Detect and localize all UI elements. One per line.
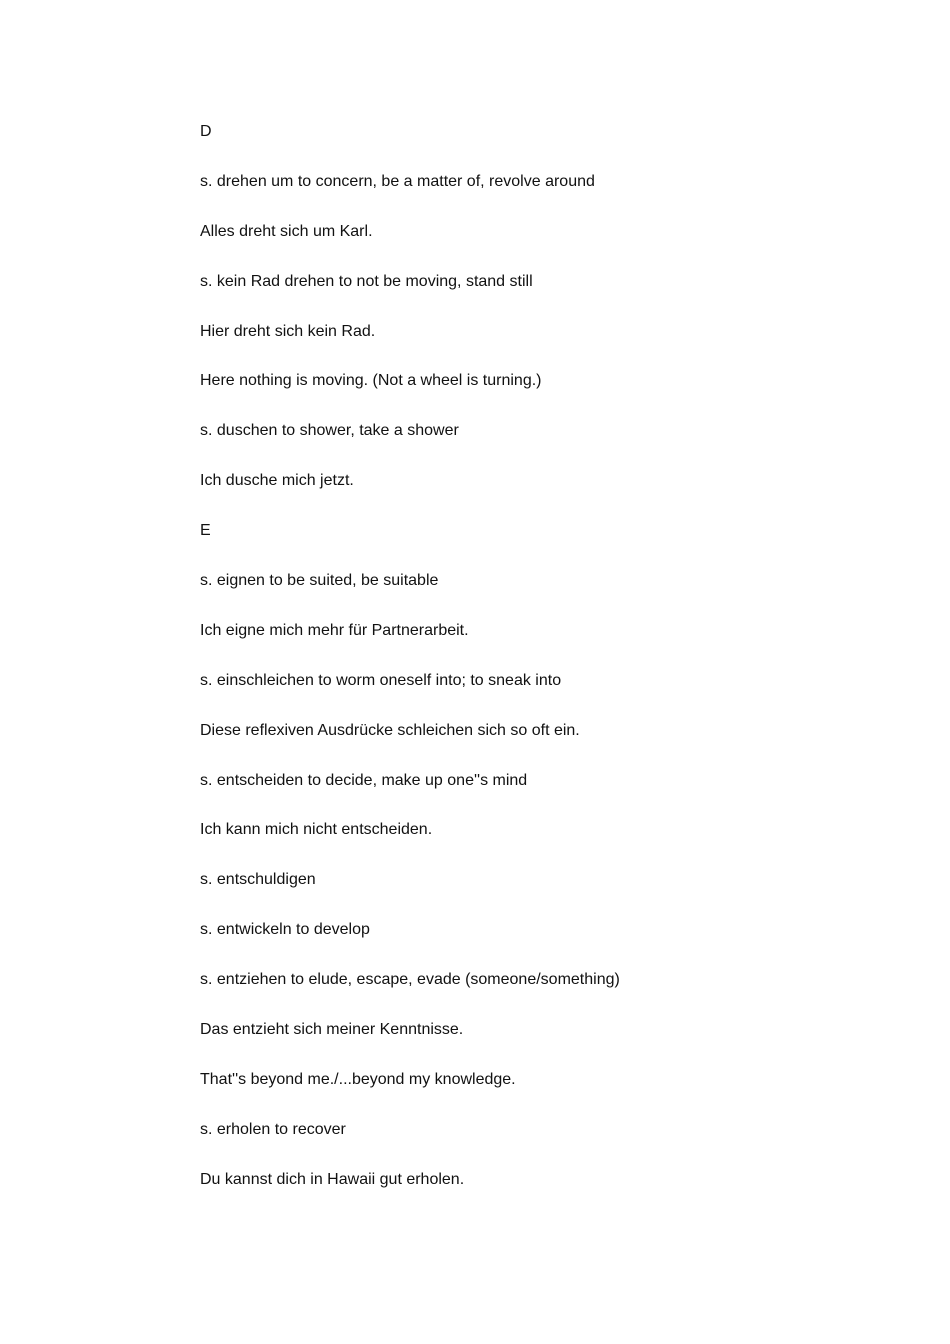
translation-entziehen: That''s beyond me./...beyond my knowledge.: [200, 1070, 516, 1088]
entry-eignen: s. eignen to be suited, be suitable: [200, 572, 439, 590]
section-letter-d: D: [200, 123, 212, 140]
example-entziehen: Das entzieht sich meiner Kenntnisse.: [200, 1021, 464, 1039]
example-entscheiden: Ich kann mich nicht entscheiden.: [200, 821, 433, 839]
entry-kein-rad-drehen: s. kein Rad drehen to not be moving, stand still: [200, 272, 533, 290]
example-kein-rad-drehen: Hier dreht sich kein Rad.: [200, 322, 376, 340]
entry-entscheiden: s. entscheiden to decide, make up one''s mind: [200, 771, 528, 789]
example-duschen: Ich dusche mich jetzt.: [200, 472, 354, 490]
section-letter-e: E: [200, 522, 211, 540]
example-drehen-um: Alles dreht sich um Karl.: [200, 222, 373, 240]
entry-einschleichen: s. einschleichen to worm oneself into; to sneak into: [200, 671, 562, 689]
entry-entziehen: s. entziehen to elude, escape, evade (someone/something): [200, 971, 620, 989]
example-erholen: Du kannst dich in Hawaii gut erholen.: [200, 1170, 465, 1188]
example-eignen: Ich eigne mich mehr für Partnerarbeit.: [200, 621, 469, 639]
entry-entschuldigen: s. entschuldigen: [200, 871, 316, 889]
entry-erholen: s. erholen to recover: [200, 1120, 346, 1138]
entry-drehen-um: s. drehen um to concern, be a matter of, revolve around: [200, 172, 595, 190]
example-einschleichen: Diese reflexiven Ausdrücke schleichen sich so oft ein.: [200, 721, 580, 739]
translation-kein-rad-drehen: Here nothing is moving. (Not a wheel is turning.): [200, 372, 542, 390]
entry-duschen: s. duschen to shower, take a shower: [200, 422, 459, 440]
entry-entwickeln: s. entwickeln to develop: [200, 921, 370, 939]
document-body: [200, 122, 900, 1220]
